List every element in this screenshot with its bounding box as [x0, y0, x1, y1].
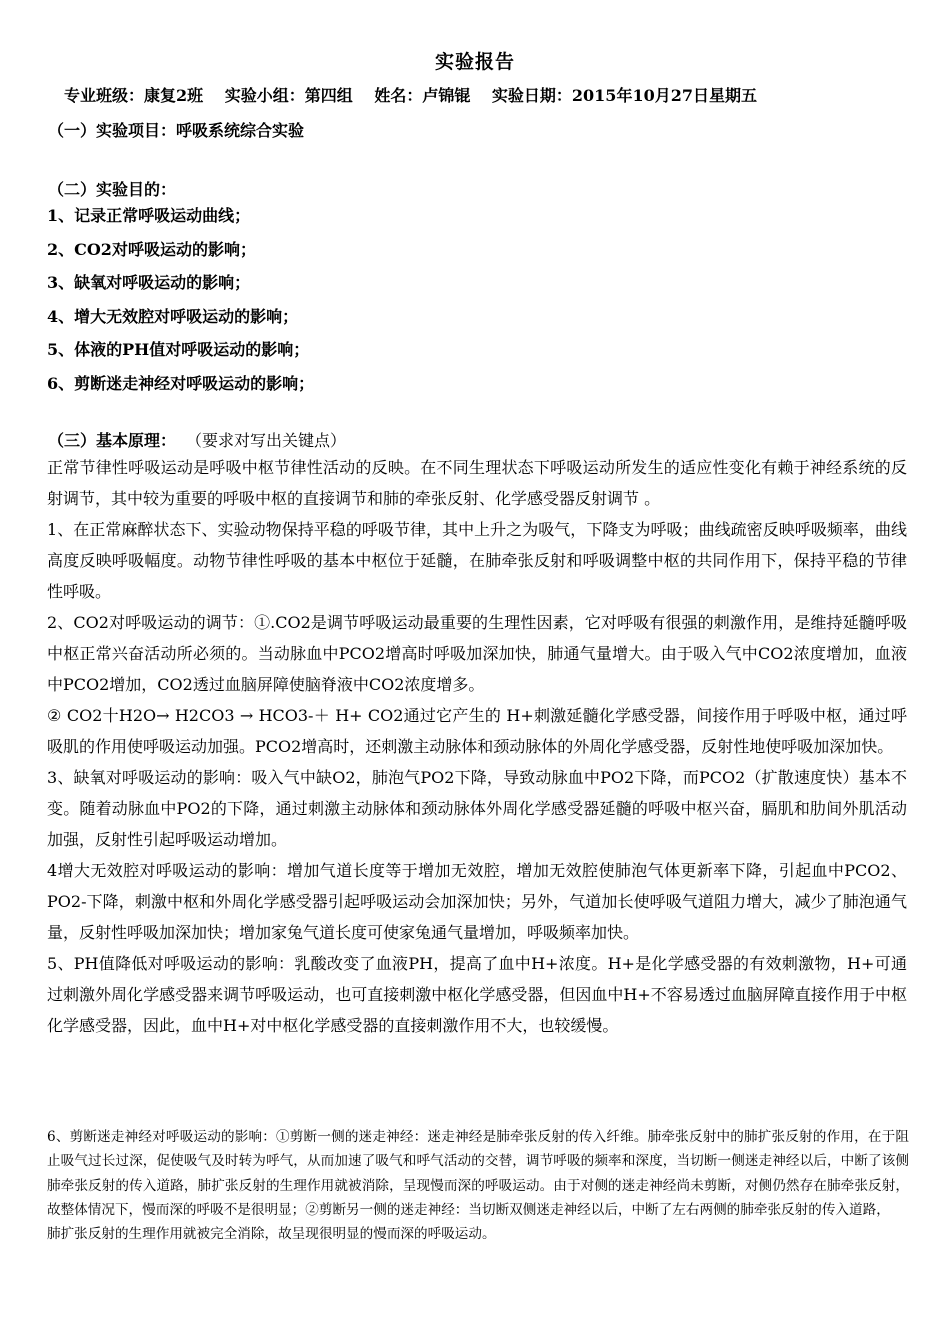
principle-heading-note: （要求对写出关键点） — [194, 431, 347, 450]
list-item: 5、体液的PH值对呼吸运动的影响； — [47, 340, 310, 359]
list-item: 2、CO2对呼吸运动的影响； — [47, 239, 256, 259]
principle-paragraph: 4增大无效腔对呼吸运动的影响：增加气道长度等于增加无效腔，增加无效腔使肺泡气体更新率下降，引起血中PCO2、PO2-下降，刺激中枢和外周化学感受器引起呼吸运动会加深加快；另外，气道加长使呼吸气道阻力增大，减少了肺泡通气量，反射性呼吸加深加快；增加家兔气道长度可使家兔通气量增加，呼吸频率加快。 — [47, 861, 907, 942]
meta-group: 实验小组：第四组 — [224, 86, 353, 105]
section-principle-heading — [48, 428, 346, 451]
report-title: 实验报告 — [434, 51, 515, 73]
principle-body — [47, 452, 907, 1041]
list-item: 4、增大无效腔对呼吸运动的影响； — [47, 306, 299, 326]
meta-major-class: 专业班级：康复2班 — [64, 86, 204, 105]
principle-paragraph: 正常节律性呼吸运动是呼吸中枢节律性活动的反映。在不同生理状态下呼吸运动所发生的适应性变化有赖于神经系统的反射调节，其中较为重要的呼吸中枢的直接调节和肺的牵张反射、化学感受器反射调节 。 — [47, 458, 907, 508]
section-project-heading: （一）实验项目：呼吸系统综合实验 — [48, 121, 305, 140]
meta-date: 实验日期：2015年10月27日星期五 — [491, 86, 757, 105]
principle-paragraph: 2、CO2对呼吸运动的调节：①.CO2是调节呼吸运动最重要的生理性因素，它对呼吸有很强的刺激作用，是维持延髓呼吸中枢正常兴奋活动所必须的。当动脉血中PCO2增高时呼吸加深加快，肺通气量增大。由于吸入气中CO2浓度增加，血液中PCO2增加，CO2透过血脑屏障使脑脊液中CO2浓度增多。 — [47, 613, 907, 694]
list-item: 3、缺氧对呼吸运动的影响； — [47, 273, 251, 292]
principle-small-body — [47, 1125, 909, 1246]
principle-paragraph: 5、PH值降低对呼吸运动的影响：乳酸改变了血液PH，提高了血中H+浓度。H+是化学感受器的有效刺激物，H+可通过刺激外周化学感受器来调节呼吸运动，也可直接刺激中枢化学感受器，但因血中H+不容易透过血脑屏障直接作用于中枢化学感受器，因此，血中H+对中枢化学感受器的直接刺激作用不大，也较缓慢。 — [47, 954, 907, 1035]
principle-small-paragraph: 肺扩张反射的生理作用就被完全消除，故呈现很明显的慢而深的呼吸运动。 — [47, 1226, 496, 1243]
principle-paragraph: 3、缺氧对呼吸运动的影响：吸入气中缺O2，肺泡气PO2下降，导致动脉血中PO2下降，而PCO2（扩散速度快）基本不变。随着动脉血中PO2的下降，通过刺激主动脉体和颈动脉体外周化学感受器延髓的呼吸中枢兴奋，膈肌和肋间外肌活动加强，反射性引起呼吸运动增加。 — [47, 768, 907, 849]
principle-small-paragraph: 6、剪断迷走神经对呼吸运动的影响：①剪断一侧的迷走神经：迷走神经是肺牵张反射的传入纤维。肺牵张反射中的肺扩张反射的作用，在于阻止吸气过长过深，促使吸气及时转为呼气，从而加速了吸气和呼气活动的交替，调节呼吸的频率和深度，当切断一侧迷走神经以后，中断了该侧肺牵张反射的传入道路，肺扩张反射的生理作用就被消除，呈现慢而深的呼吸运动。由于对侧的迷走神经尚未剪断，对侧仍然存在肺牵张反射，故整体情况下，慢而深的呼吸不是很明显；②剪断另一侧的迷走神经：当切断双侧迷走神经以后，中断了左右两侧的肺牵张反射的传入道路， — [47, 1129, 909, 1218]
report-meta — [64, 83, 934, 106]
meta-name: 姓名：卢锦锟 — [374, 86, 471, 105]
list-item: 1、记录正常呼吸运动曲线； — [47, 206, 251, 225]
principle-heading-text: （三）基本原理： — [48, 431, 177, 450]
section-purpose-heading: （二）实验目的： — [48, 180, 177, 199]
list-item: 6、剪断迷走神经对呼吸运动的影响； — [47, 373, 315, 393]
purpose-list — [47, 204, 314, 405]
principle-paragraph: ② CO2十H2O→ H2CO3 → HCO3-＋ H+ CO2通过它产生的 H+刺激延髓化学感受器，间接作用于呼吸中枢，通过呼吸肌的作用使呼吸运动加强。PCO2增高时，还刺激主动脉体和颈动脉体的外周化学感受器，反射性地使呼吸加深加快。 — [47, 706, 907, 756]
principle-paragraph: 1、在正常麻醉状态下、实验动物保持平稳的呼吸节律，其中上升之为吸气，下降支为呼吸；曲线疏密反映呼吸频率，曲线高度反映呼吸幅度。动物节律性呼吸的基本中枢位于延髓，在肺牵张反射和呼吸调整中枢的共同作用下，保持平稳的节律性呼吸。 — [47, 520, 907, 601]
